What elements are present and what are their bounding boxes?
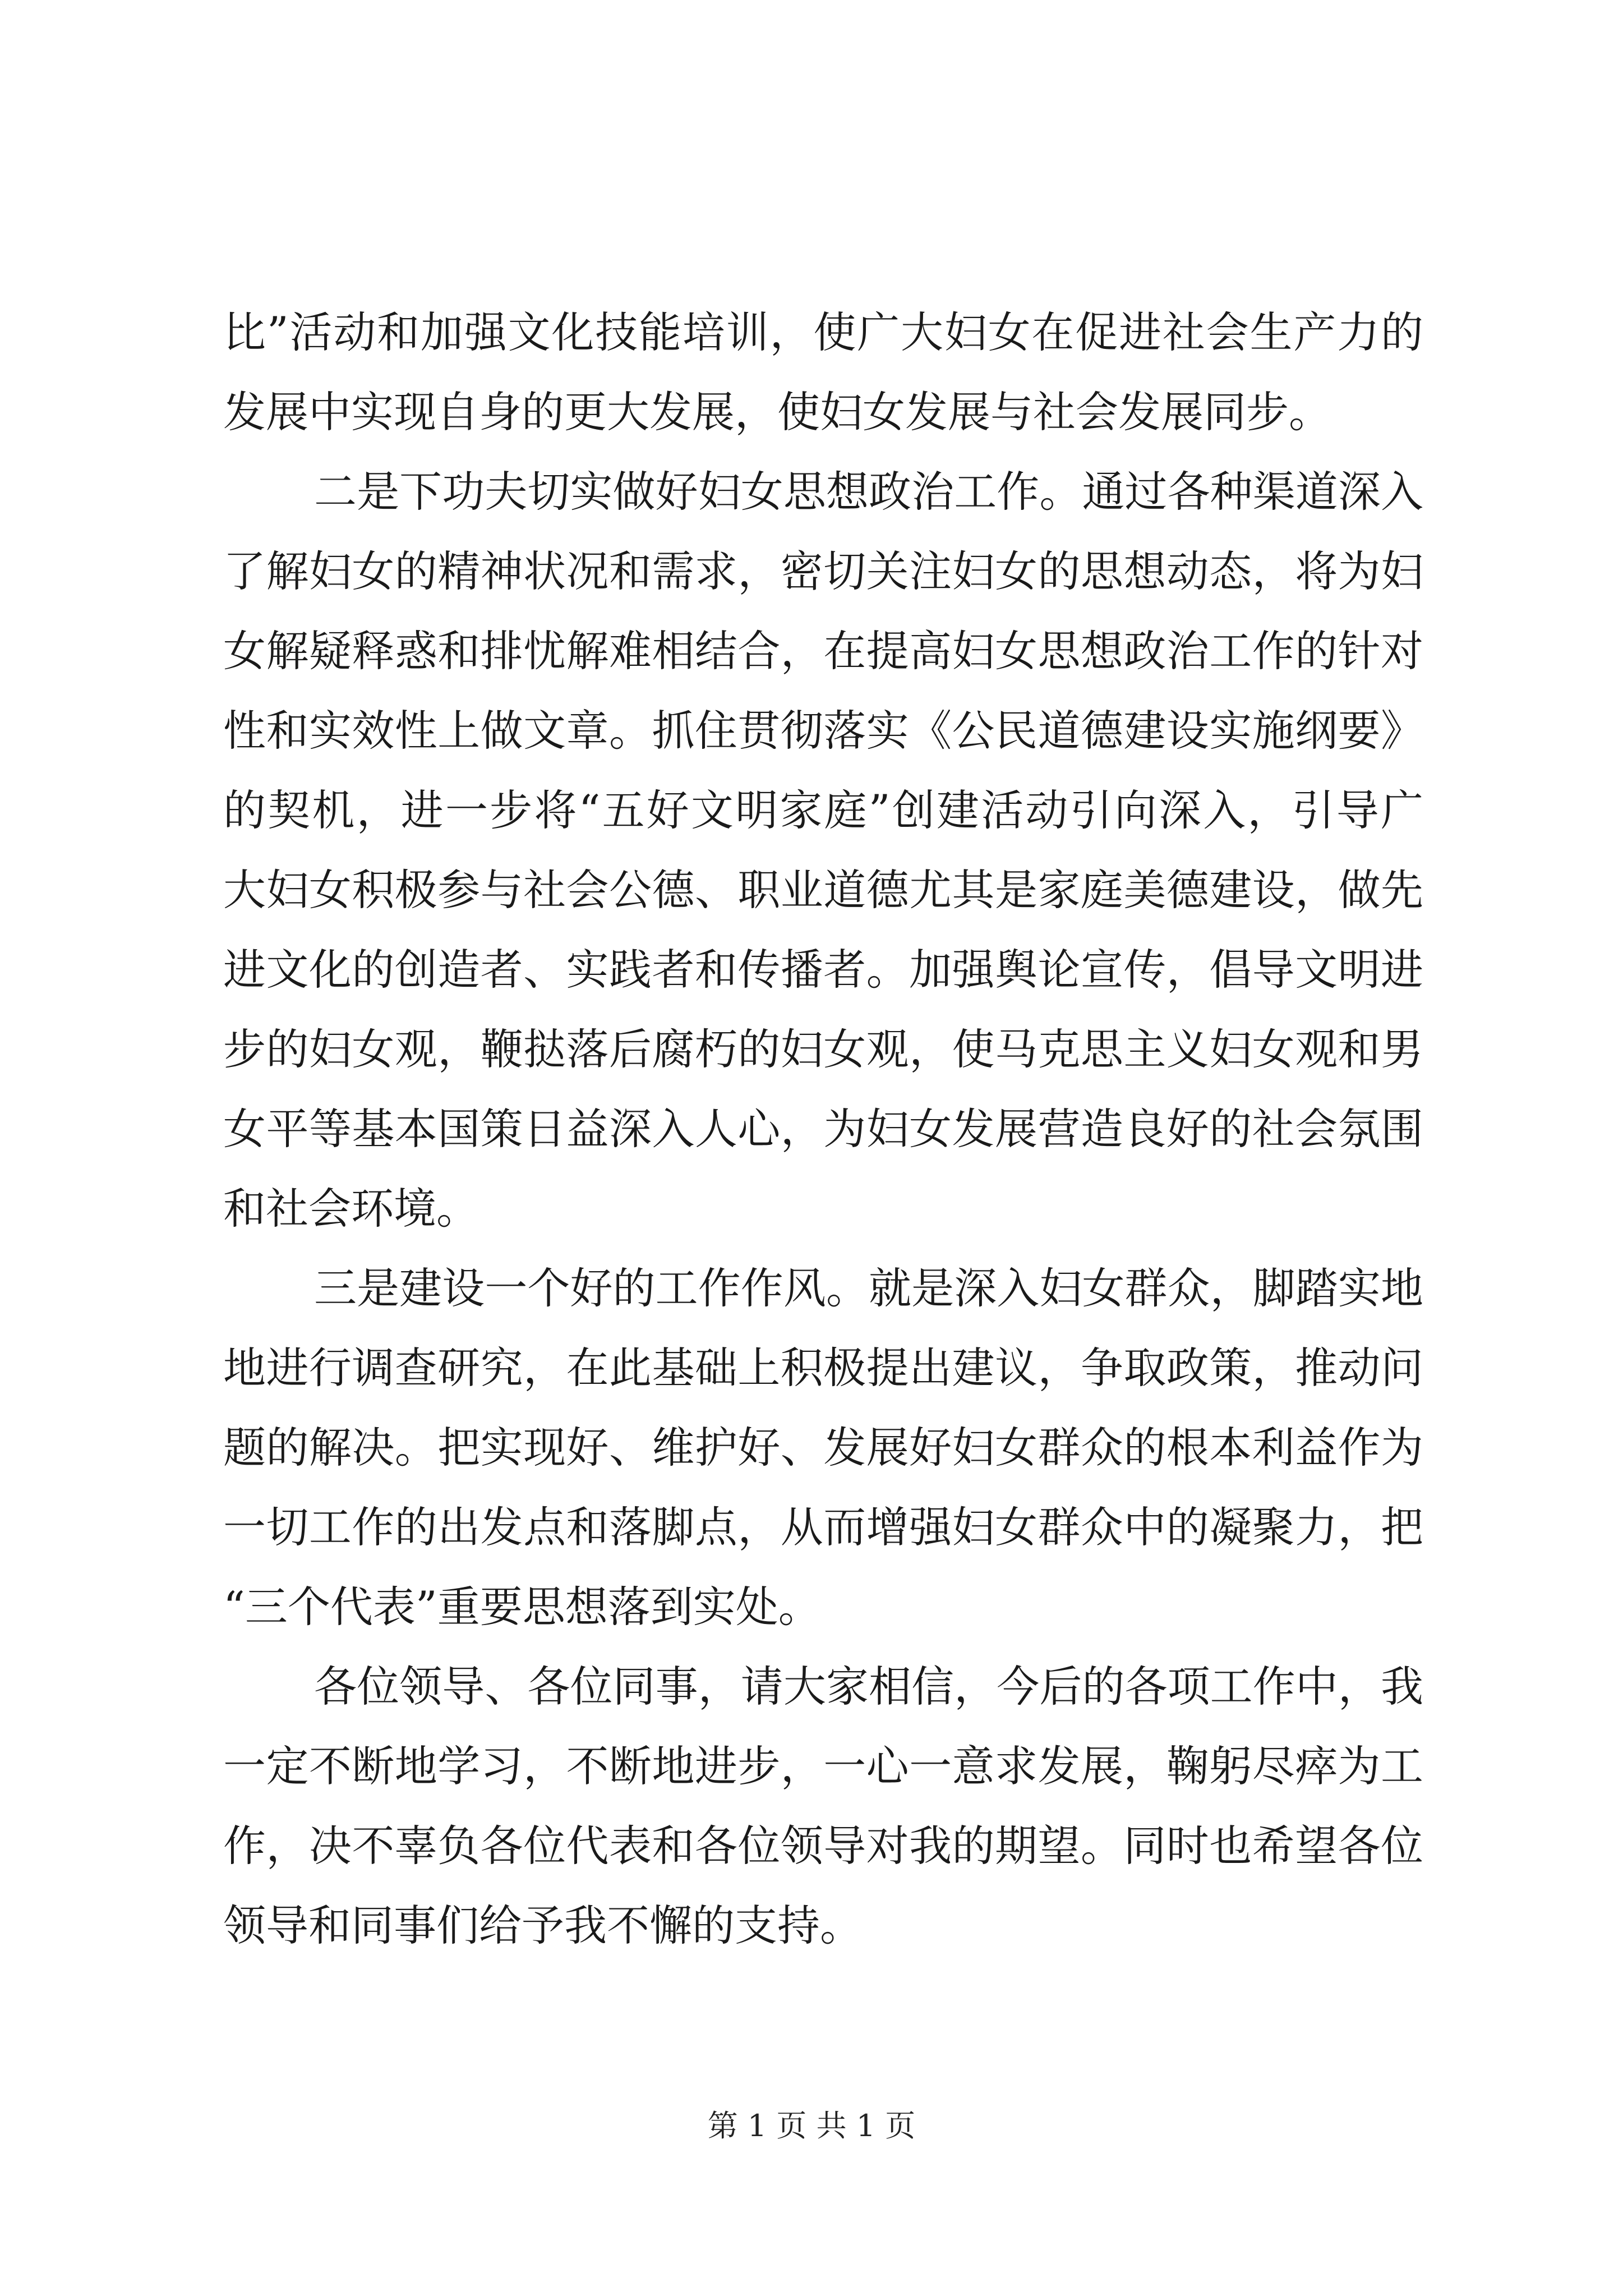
text-line: 一定不断地学习，不断地进步，一心一意求发展，鞠躬尽瘁为工 [223,1741,1423,1791]
text-line: 领导和同事们给予我不懈的支持。 [223,1901,863,1950]
text-line: 二是下功夫切实做好妇女思想政治工作。通过各种渠道深入 [314,467,1423,517]
text-line: 了解妇女的精神状况和需求，密切关注妇女的思想动态，将为妇 [223,546,1423,596]
text-line: 女平等基本国策日益深入人心，为妇女发展营造良好的社会氛围 [223,1104,1423,1154]
text-line: 步的妇女观，鞭挞落后腐朽的妇女观，使马克思主义妇女观和男 [223,1024,1423,1074]
text-line: 发展中实现自身的更大发展，使妇女发展与社会发展同步。 [223,387,1331,437]
text-line: 进文化的创造者、实践者和传播者。加强舆论宣传，倡导文明进 [223,945,1423,995]
text-line: 女解疑释惑和排忧解难相结合，在提高妇女思想政治工作的针对 [223,626,1423,676]
text-line: 地进行调查研究，在此基础上积极提出建议，争取政策，推动问 [223,1343,1423,1393]
text-line: 三是建设一个好的工作作风。就是深入妇女群众，脚踏实地 [314,1263,1423,1313]
text-line: 作，决不辜负各位代表和各位领导对我的期望。同时也希望各位 [223,1821,1423,1871]
text-line: 大妇女积极参与社会公德、职业道德尤其是家庭美德建设，做先 [223,865,1423,915]
text-line: 的契机，进一步将“五好文明家庭”创建活动引向深入，引导广 [223,785,1423,835]
text-line: 一切工作的出发点和落脚点，从而增强妇女群众中的凝聚力，把 [223,1502,1423,1552]
text-line: 和社会环境。 [223,1184,479,1234]
text-line: 性和实效性上做文章。抓住贯彻落实《公民道德建设实施纲要》 [223,706,1423,756]
page-number-footer: 第 1 页 共 1 页 [707,2108,916,2143]
text-line: 比”活动和加强文化技能培训，使广大妇女在促进社会生产力的 [223,307,1423,357]
text-line: 各位领导、各位同事，请大家相信，今后的各项工作中，我 [314,1662,1423,1711]
text-line: 题的解决。把实现好、维护好、发展好妇女群众的根本利益作为 [223,1423,1423,1473]
text-line: “三个代表”重要思想落到实处。 [223,1582,821,1632]
